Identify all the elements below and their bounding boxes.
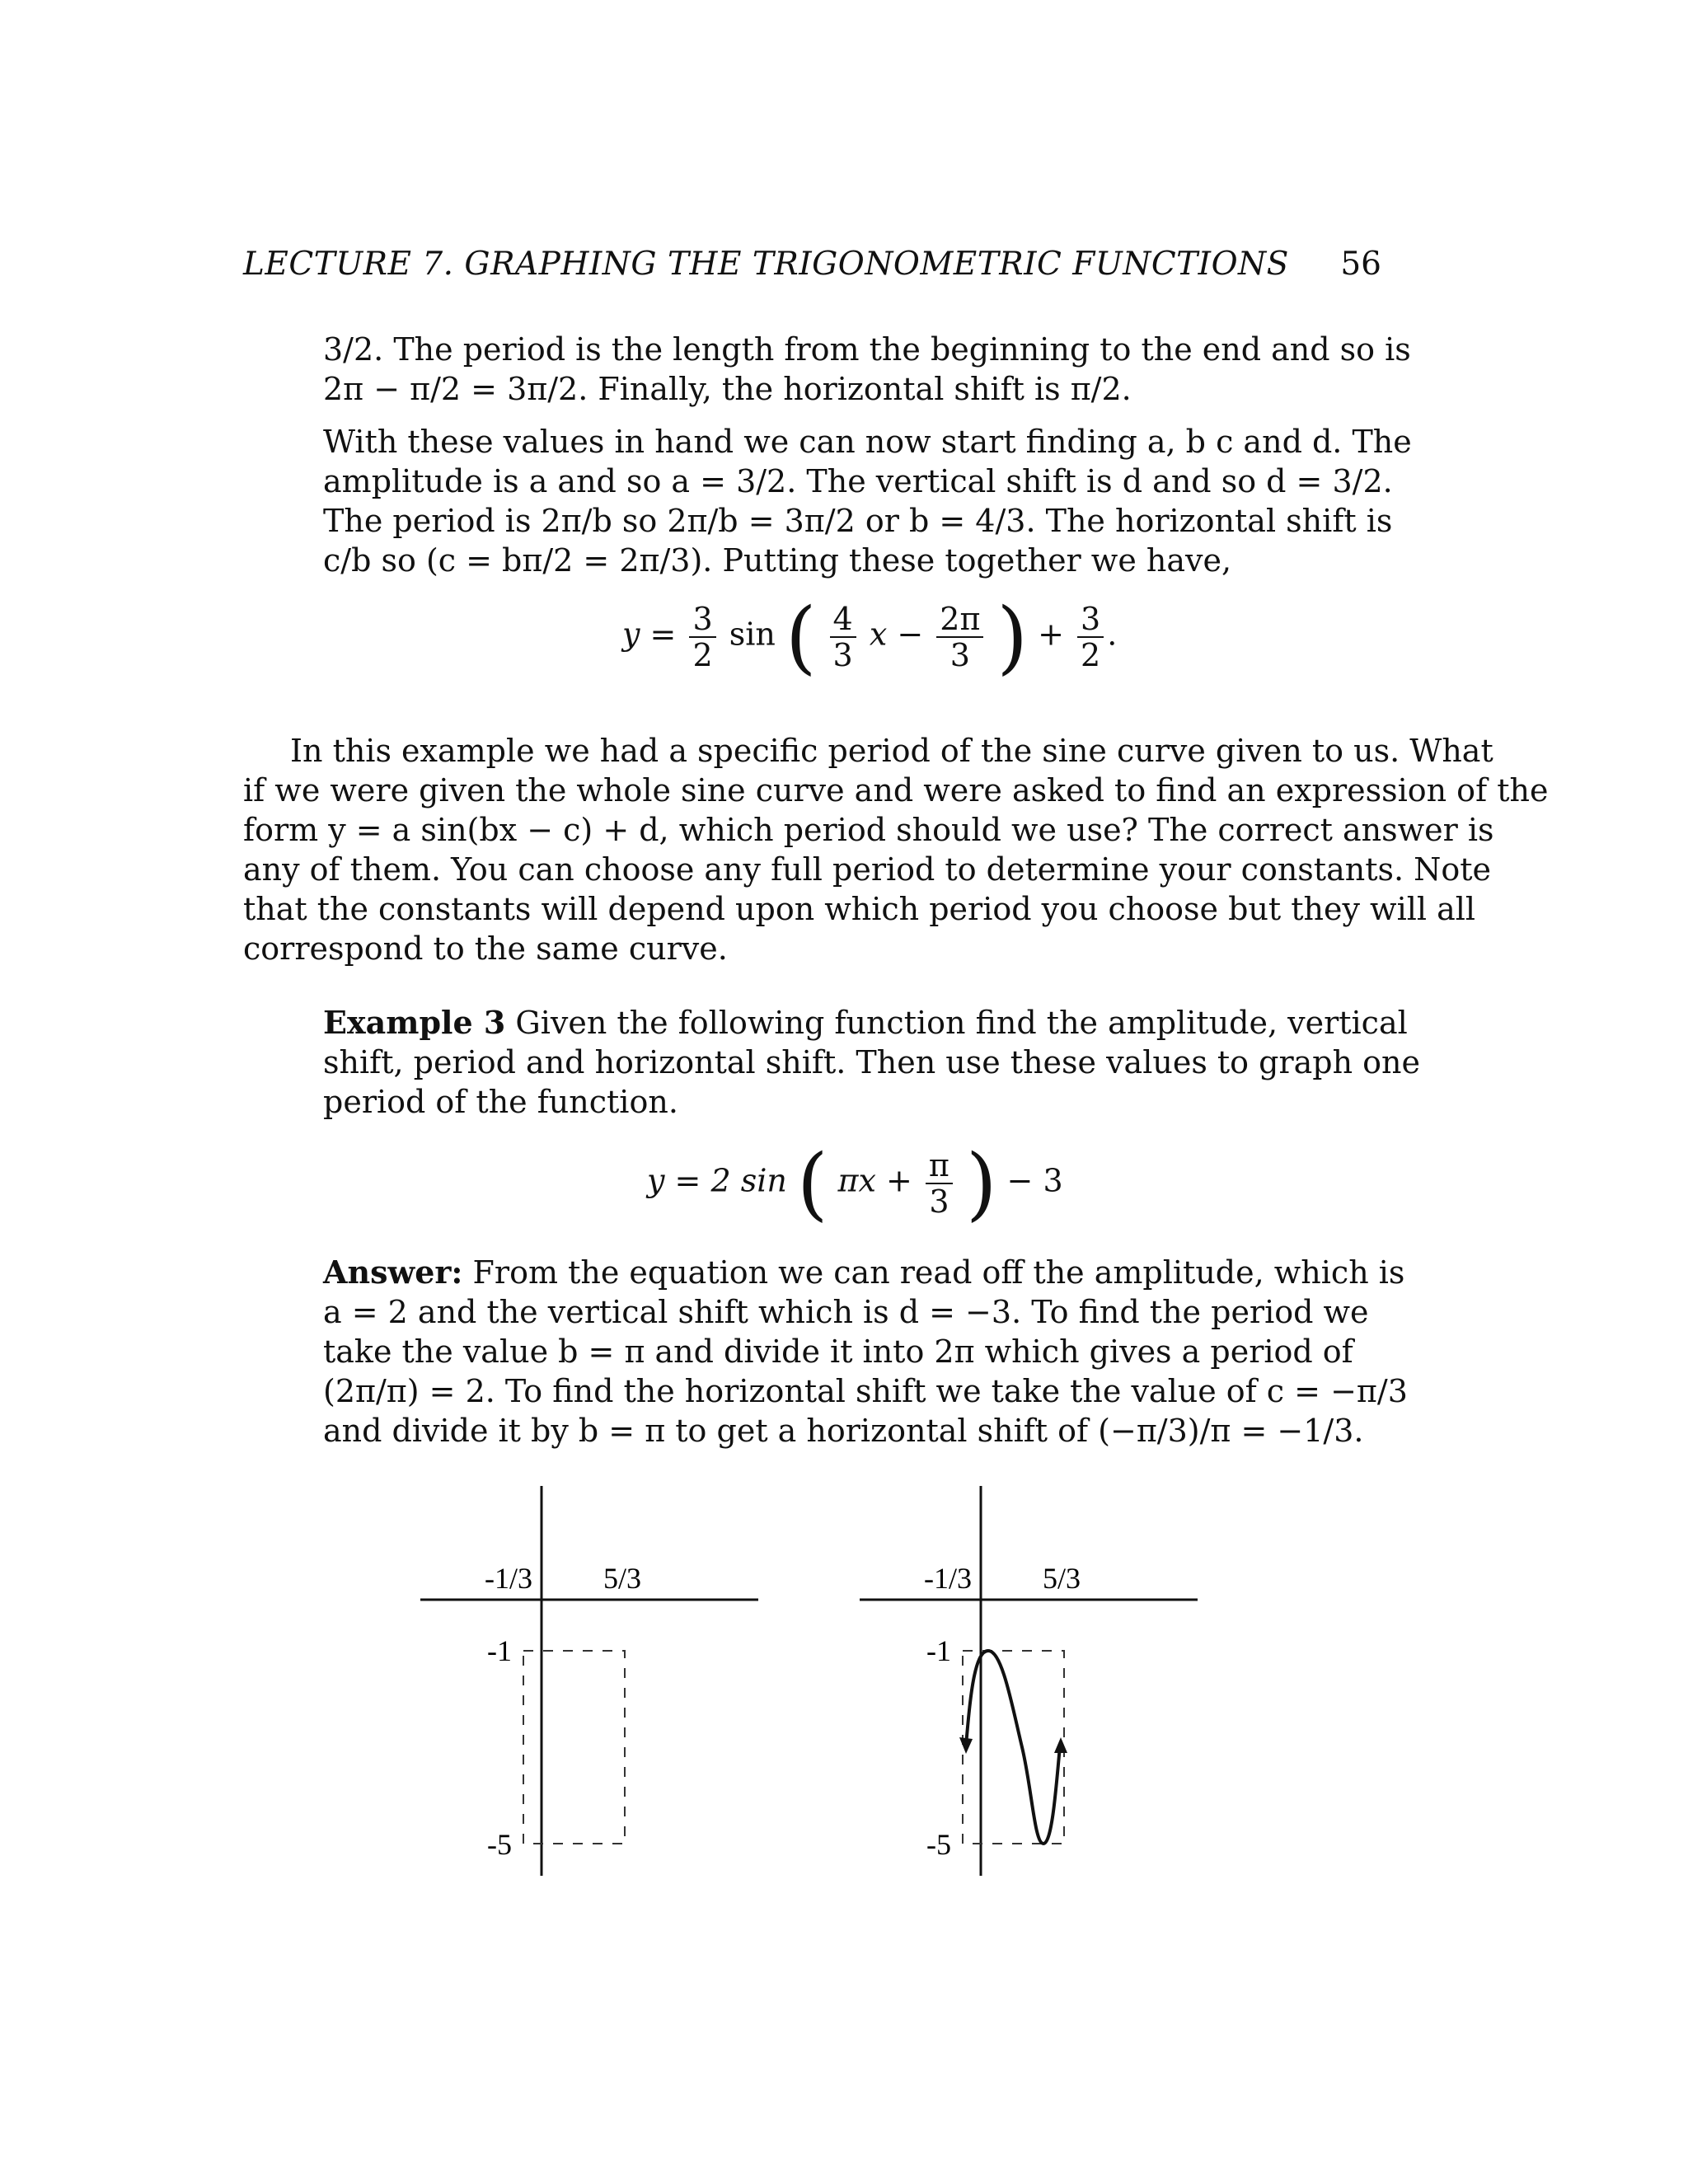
fraction: $\frac{3}{2}$	[689, 602, 715, 673]
x-label-start: -1/3	[485, 1562, 532, 1595]
graph-right	[860, 1486, 1198, 1876]
x-label-end: 5/3	[603, 1562, 642, 1595]
text-line: take the value b = π and divide it into 2π which gives a period of	[323, 1333, 1353, 1370]
x-label-start: -1/3	[924, 1562, 972, 1595]
text-line: if we were given the whole sine curve and were asked to find an expression of the	[243, 772, 1549, 808]
left-paren: (	[796, 1137, 828, 1230]
y-label-top: -1	[487, 1634, 512, 1667]
right-paren: )	[996, 591, 1028, 683]
fraction: $\frac{2\pi}{3}$	[936, 602, 983, 673]
left-paren: (	[785, 591, 817, 683]
eq-lhs: y =	[622, 616, 677, 653]
y-label-bottom: -5	[487, 1828, 512, 1861]
equation-display: y = $\frac{3}{2}$ sin ( $\frac{4}{3}$ x − $\frac{2\pi}{3}$ ) + $\frac{3}{2}$ .	[622, 591, 1118, 683]
example-line: Example 3 Given the following function find the amplitude, vertical	[323, 1004, 1408, 1041]
text-line: and divide it by b = π to get a horizontal shift of (−π/3)/π = −1/3.	[323, 1413, 1364, 1449]
text-line: 2π − π/2 = 3π/2. Finally, the horizontal shift is π/2.	[323, 371, 1132, 407]
text-line: (2π/π) = 2. To find the horizontal shift we take the value of c = −π/3	[323, 1373, 1408, 1409]
text-line: c/b so (c = bπ/2 = 2π/3). Putting these together we have,	[323, 542, 1232, 579]
text-line: shift, period and horizontal shift. Then use these values to graph one	[323, 1044, 1421, 1080]
right-paren: )	[966, 1137, 997, 1230]
answer-label: Answer:	[323, 1254, 463, 1291]
text-line: any of them. You can choose any full period to determine your constants. Note	[243, 851, 1492, 888]
answer-line: Answer: From the equation we can read off the amplitude, which is	[323, 1254, 1405, 1291]
running-header: LECTURE 7. GRAPHING THE TRIGONOMETRIC FUNCTIONS	[243, 246, 1289, 283]
text-line: that the constants will depend upon which period you choose but they will all	[243, 891, 1476, 927]
period-box	[523, 1651, 625, 1844]
arrowhead-left	[959, 1737, 973, 1754]
period-box	[963, 1651, 1064, 1844]
fraction: $\frac{4}{3}$	[830, 602, 856, 673]
text-line: amplitude is a and so a = 3/2. The vertical shift is d and so d = 3/2.	[323, 463, 1393, 499]
text-line: 3/2. The period is the length from the beginning to the end and so is	[323, 331, 1411, 368]
text-line: The period is 2π/b so 2π/b = 3π/2 or b = 4/3. The horizontal shift is	[323, 503, 1393, 539]
y-label-bottom: -5	[926, 1828, 951, 1861]
text-line: form y = a sin(bx − c) + d, which period should we use? The correct answer is	[243, 812, 1494, 848]
text-line: period of the function.	[323, 1084, 678, 1120]
arrowhead-right	[1054, 1737, 1067, 1753]
example-label: Example 3	[323, 1004, 506, 1041]
text-line: a = 2 and the vertical shift which is d = −3. To find the period we	[323, 1294, 1369, 1330]
eq-var: x −	[869, 616, 924, 653]
x-label-end: 5/3	[1043, 1562, 1081, 1595]
text-line: In this example we had a specific period of the sine curve given to us. What	[290, 733, 1493, 769]
text-line: correspond to the same curve.	[243, 930, 728, 967]
fraction: $\frac{\pi}{3}$	[926, 1148, 953, 1219]
graph-left	[420, 1486, 758, 1876]
fraction: $\frac{3}{2}$	[1077, 602, 1104, 673]
y-label-top: -1	[926, 1634, 951, 1667]
eq-func: sin	[729, 616, 776, 653]
eq-plus: +	[1038, 616, 1064, 653]
text-line: With these values in hand we can now start finding a, b c and d. The	[323, 424, 1412, 460]
eq-lhs: y = 2 sin	[647, 1162, 787, 1199]
page-number: 56	[1340, 246, 1381, 283]
equation-display: y = 2 sin ( πx + $\frac{\pi}{3}$ ) − 3	[647, 1137, 1063, 1230]
